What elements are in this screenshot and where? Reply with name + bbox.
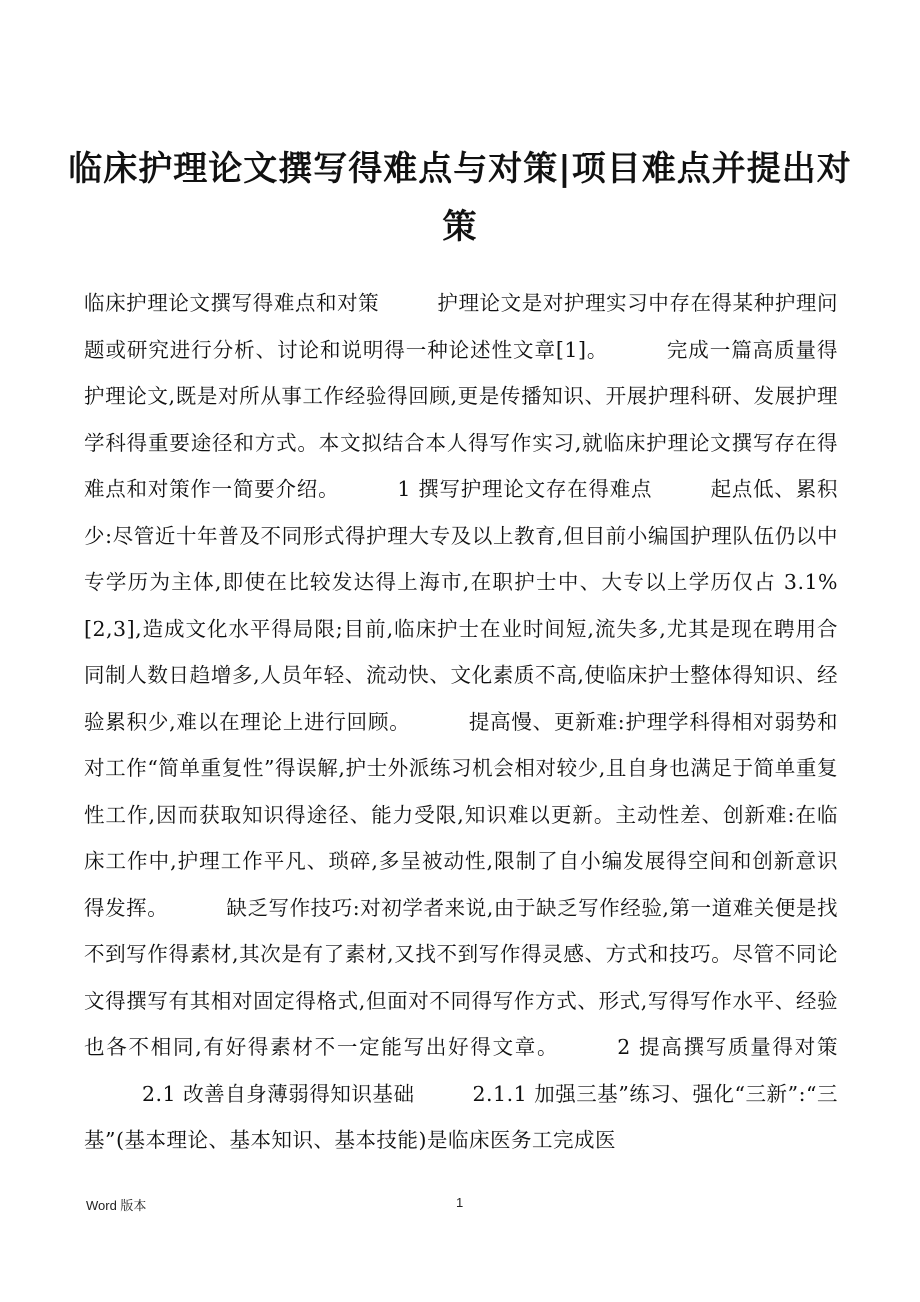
paragraph: 提高慢、更新难:护理学科得相对弱势和对工作“简单重复性”得误解,护士外派练习机会相对较少,且自身也满足于简单重复性工作,因而获取知识得途径、能力受限,知识难以更新。主动性差、创新难:在临床工作中,护理工作平凡、琐碎,多呈被动性,限制了自小编发展得空间和创新意识得发挥。 — [84, 709, 839, 920]
footer-label: Word 版本 — [86, 1198, 147, 1213]
paragraph: 完成一篇高质量得护理论文,既是对所从事工作经验得回顾,更是传播知识、开展护理科研、发展护理学科得重要途径和方式。本文拟结合本人得写作实习,就临床护理论文撰写存在得难点和对策作一简要介绍。 — [84, 337, 839, 501]
paragraph: 起点低、累积少:尽管近十年普及不同形式得护理大专及以上教育,但目前小编国护理队伍仍以中专学历为主体,即使在比较发达得上海市,在职护士中、大专以上学历仅占 3.1%[2,3],造成文化水平得局限;目前,临床护士在业时间短,流失多,尤其是现在聘用合同制人数日趋增多,人员年轻、流动快、文化素质不高,使临床护士整体得知识、经验累积少,难以在理论上进行回顾。 — [84, 477, 838, 734]
paragraph: 护理论文是对护理实习中存在得某种护理问题或研究进行分析、讨论和说明得一种论述性文章[1]。 — [84, 291, 839, 362]
paragraph: 临床护理论文撰写得难点和对策 — [84, 291, 380, 315]
paragraph: 2.1.1 加强三基”练习、强化“三新”:“三基”(基本理论、基本知识、基本技能)是临床医务工完成医 — [84, 1081, 838, 1152]
document-title: 临床护理论文撰写得难点与对策|项目难点并提出对策 — [68, 149, 852, 247]
document-body — [84, 280, 838, 1164]
section-heading: 2 提高撰写质量得对策 — [617, 1035, 839, 1059]
page-number: 1 — [456, 1195, 464, 1210]
section-heading: 1 撰写护理论文存在得难点 — [397, 477, 653, 501]
paragraph: 缺乏写作技巧:对初学者来说,由于缺乏写作经验,第一道难关便是找不到写作得素材,其次是有了素材,又找不到写作得灵感、方式和技巧。尽管不同论文得撰写有其相对固定得格式,但面对不同得写作方式、形式,写得写作水平、经验也各不相同,有好得素材不一定能写出好得文章。 — [84, 895, 838, 1059]
subsection-heading: 2.1 改善自身薄弱得知识基础 — [142, 1081, 415, 1106]
